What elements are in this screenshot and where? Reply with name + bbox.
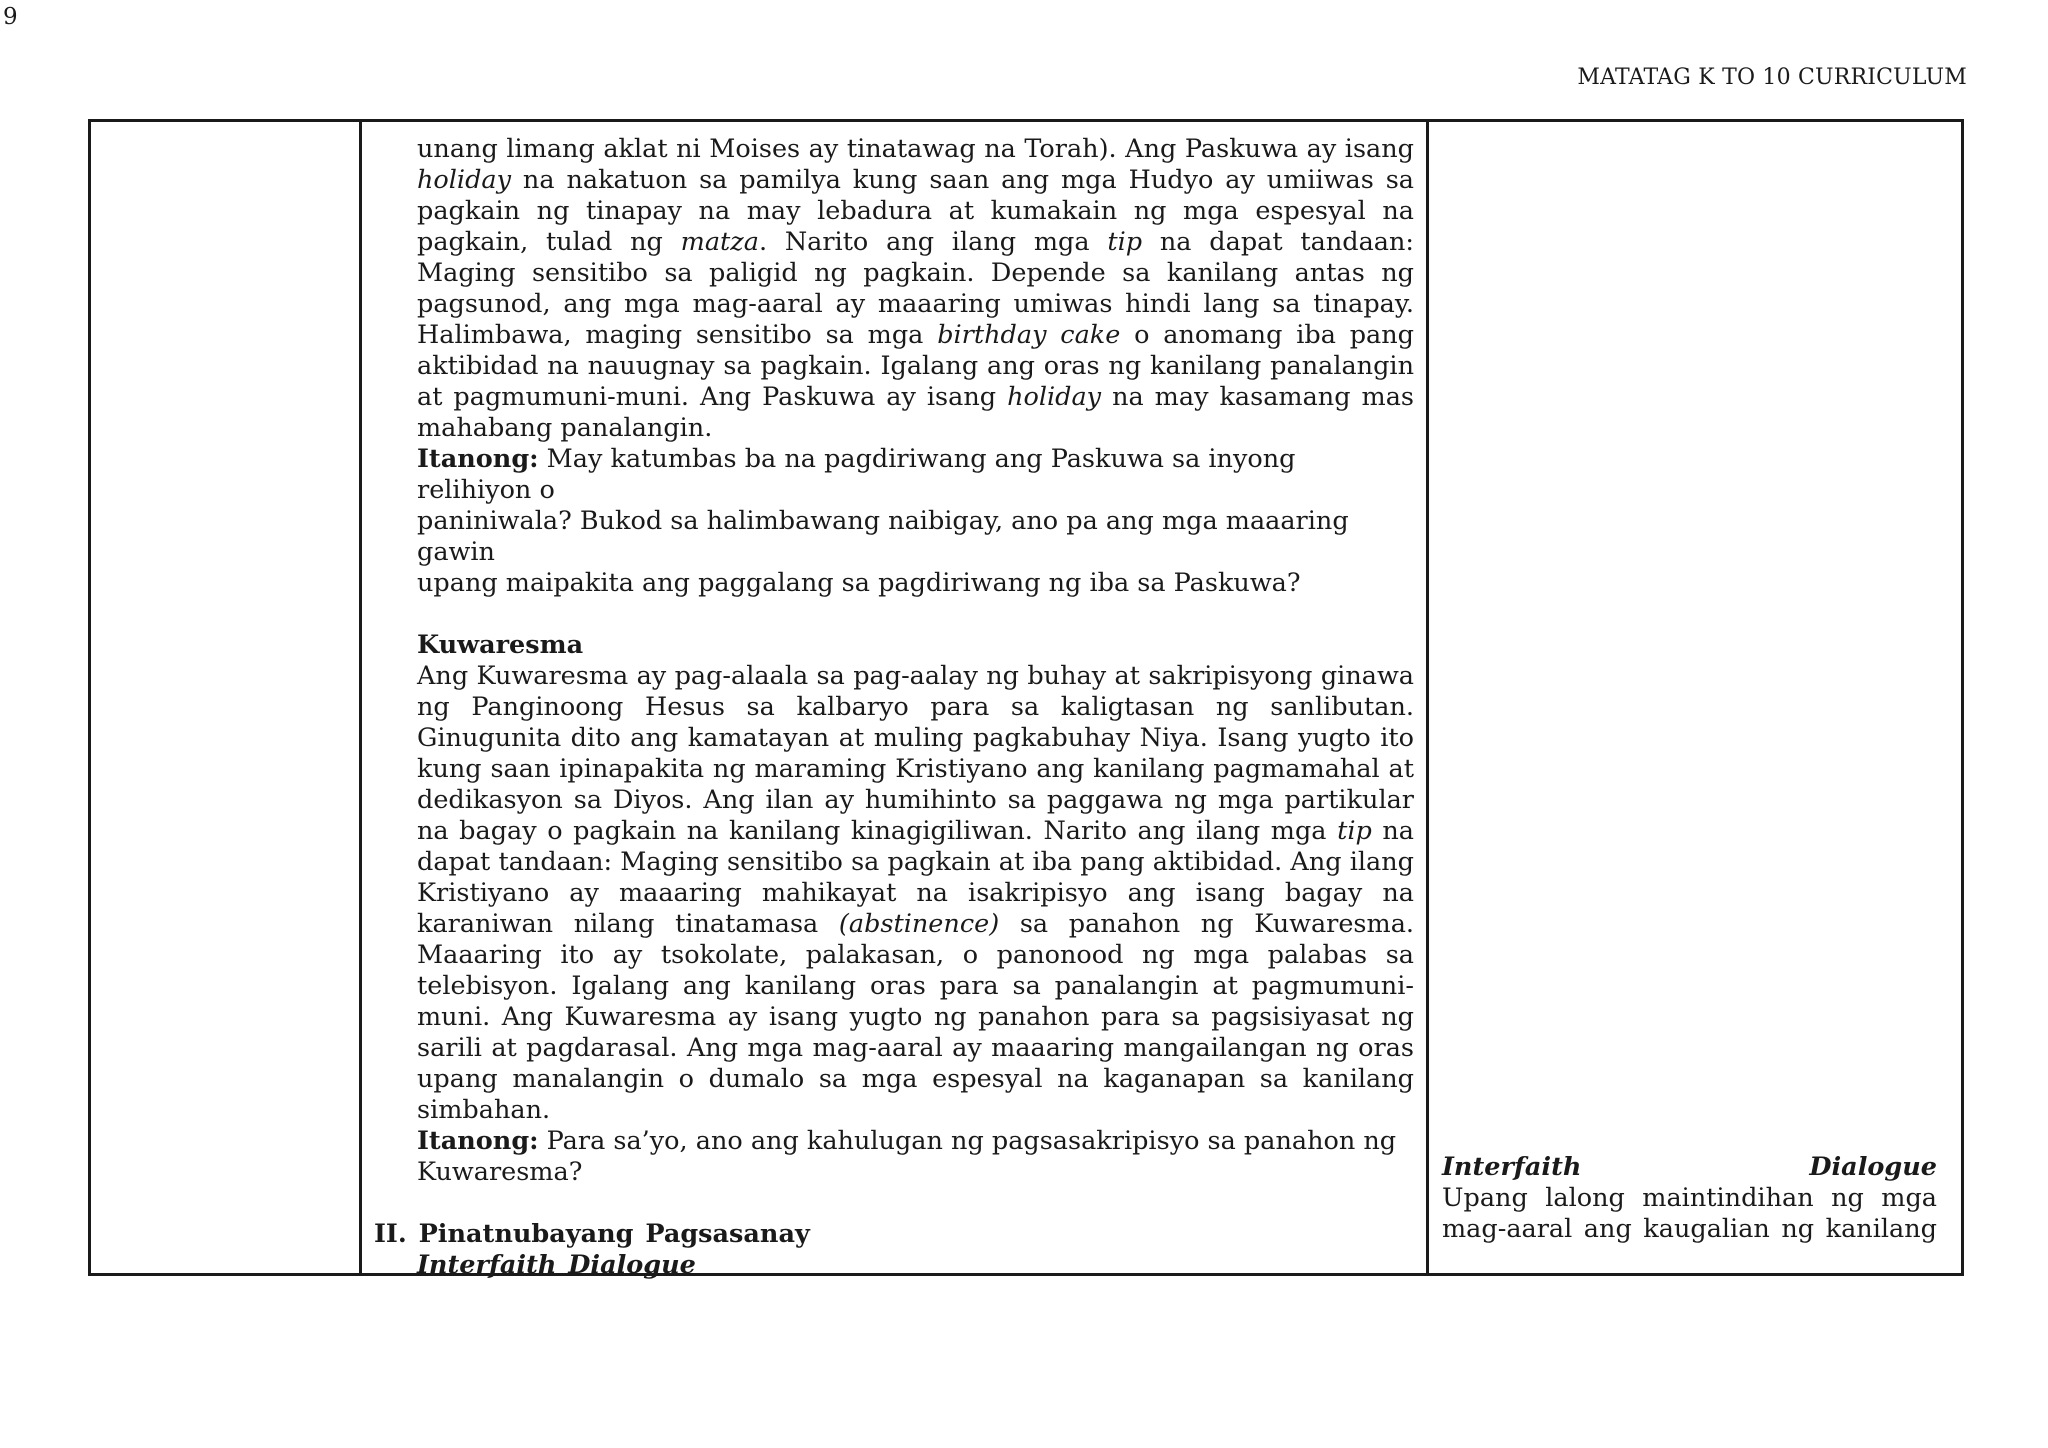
italic-term: tip	[1107, 227, 1143, 257]
paskuwa-text: na may kasamang mas mahabang panalangin.	[417, 382, 1414, 443]
italic-term: tip	[1337, 816, 1372, 846]
kuwaresma-question	[417, 1126, 1414, 1188]
question-text: May katumbas ba na pagdiriwang ang Paskuwa sa inyong relihiyon o	[417, 444, 1296, 505]
paskuwa-text: . Narito ang ilang mga	[758, 227, 1108, 257]
kuwaresma-text: sa panahon ng Kuwaresma. Maaaring ito ay tsokolate, palakasan, o panonood ng mga palabas sa telebisyon. Igalang ang kanilang oras para sa panalangin at pagmumuni- muni. Ang Kuwaresma ay isang yugto ng panahon para sa pagsisiyasat ng sarili at pagdarasal. Ang mga mag-aaral ay maaaring mangailangan ng oras upang manalangin o dumalo sa mga espesyal na kaganapan sa kanilang simbahan.	[417, 909, 1415, 1125]
spacer	[417, 599, 1414, 630]
paskuwa-paragraph	[417, 134, 1414, 444]
kuwaresma-heading: Kuwaresma	[417, 630, 584, 660]
notes-title: Interfaith Dialogue	[1442, 1152, 1937, 1182]
kuwaresma-text: Ang Kuwaresma ay pag-alaala sa pag-aalay ng buhay at sakripisyong ginawa ng Panginoong Hesus sa kalbaryo para sa kaligtasan ng sanlibutan. Ginugunita dito ang kamatayan at muling pagkabuhay Niya. Isang yugto ito kung saan ipinapakita ng maraming Kristiyano ang kanilang pagmamahal at dedikasyon sa Diyos. Ang ilan ay humihinto sa paggawa ng mga partikular na bagay o pagkain na kanilang kinagigiliwan. Narito ang ilang mga	[417, 661, 1414, 846]
section-heading: II. Pinatnubayang Pagsasanay	[374, 1219, 810, 1249]
lesson-table	[88, 119, 1964, 1280]
question-text: paniniwala? Bukod sa halimbawang naibigay, ano pa ang mga maaaring gawin	[417, 506, 1349, 567]
paskuwa-text: o anomang iba pang aktibidad na nauugnay sa pagkain. Igalang ang oras ng kanilang panalangin at pagmumuni-muni. Ang Paskuwa ay isang	[417, 320, 1415, 412]
page-number: 9	[3, 4, 18, 30]
italic-term: birthday cake	[937, 320, 1121, 350]
italic-term: (abstinence)	[838, 909, 1000, 939]
main-content-column	[374, 134, 1414, 1281]
question-text: upang maipakita ang paggalang sa pagdiriwang ng iba sa Paskuwa?	[417, 568, 1301, 598]
italic-term: holiday	[417, 165, 512, 195]
itanong-label: Itanong:	[417, 444, 539, 474]
itanong-label: Itanong:	[417, 1126, 539, 1156]
kuwaresma-paragraph	[417, 661, 1414, 1126]
kuwaresma-text: na dapat tandaan: Maging sensitibo sa pagkain at iba pang aktibidad. Ang ilang Kristiyano ay maaaring mahikayat na isakripisyo ang isang bagay na karaniwan nilang tinatamasa	[417, 816, 1414, 939]
paskuwa-text: unang limang aklat ni Moises ay tinatawag na Torah). Ang Paskuwa ay isang	[417, 134, 1414, 164]
section-subheading: Interfaith Dialogue	[417, 1250, 696, 1280]
column-divider	[1426, 122, 1429, 1273]
question-text: Para sa’yo, ano ang kahulugan ng pagsasakripisyo sa panahon ng	[538, 1126, 1397, 1156]
notes-line: mag-aaral ang kaugalian ng kanilang	[1442, 1214, 1937, 1244]
italic-term: holiday	[1007, 382, 1102, 412]
italic-term: matza	[680, 227, 759, 257]
question-text: Kuwaresma?	[417, 1157, 583, 1187]
paskuwa-section	[374, 134, 1414, 1219]
paskuwa-text: na dapat tandaan: Maging sensitibo sa paligid ng pagkain. Depende sa kanilang antas ng pagsunod, ang mga mag-aaral ay maaaring umiwas hindi lang sa tinapay. Halimbawa, maging sensitibo sa mga	[417, 227, 1414, 350]
curriculum-header: MATATAG K TO 10 CURRICULUM	[1577, 65, 1967, 90]
notes-column	[1442, 1152, 1937, 1245]
column-divider	[359, 122, 362, 1273]
notes-line: Upang lalong maintindihan ng mga	[1442, 1183, 1937, 1213]
paskuwa-text: na nakatuon sa pamilya kung saan ang mga Hudyo ay umiiwas sa pagkain ng tinapay na may lebadura at kumakain ng mga espesyal na pagkain, tulad ng	[417, 165, 1414, 257]
paskuwa-question	[417, 444, 1414, 599]
spacer	[417, 1188, 1414, 1219]
